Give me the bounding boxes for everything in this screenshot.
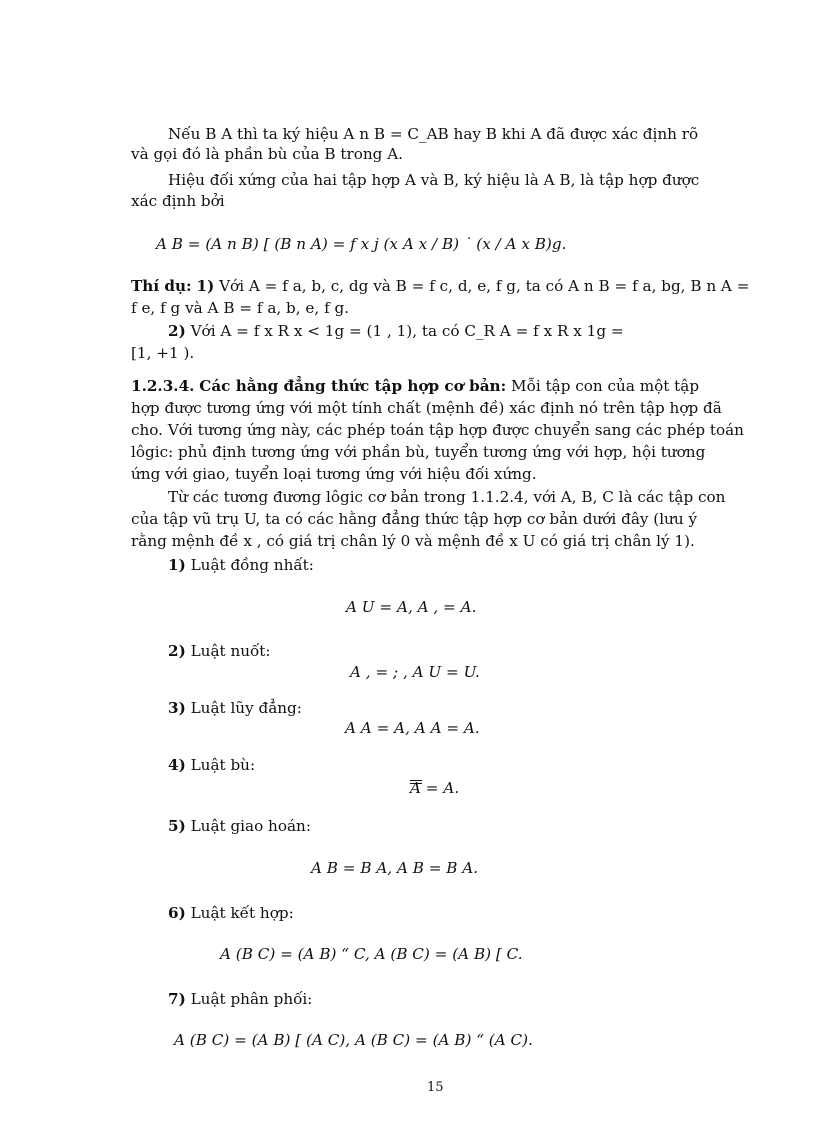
text-line: lôgic: phủ định tương ứng với phần bù, tuyển tương ứng với hợp, hội tương — [131, 443, 706, 461]
law-1-heading — [168, 555, 314, 575]
law-number: 3) — [168, 699, 186, 717]
example-1-line — [131, 276, 749, 296]
text-line: của tập vũ trụ U, ta có các hằng đẳng thức tập hợp cơ bản dưới đây (lưu ý — [131, 510, 698, 528]
law-name: Luật bù: — [190, 756, 256, 774]
law-3-formula: A A = A, A A = A. — [345, 719, 480, 737]
example-text: Với A = f x R x < 1g = (1 , 1), ta có C_R A = f x R x 1g = — [190, 322, 624, 340]
law-7-formula: A (B C) = (A B) [ (A C), A (B C) = (A B) “ (A C). — [174, 1031, 533, 1049]
law-4-formula — [410, 778, 459, 798]
law-6-formula: A (B C) = (A B) “ C, A (B C) = (A B) [ C. — [220, 945, 523, 963]
law-2-formula: A , = ; , A U = U. — [350, 663, 480, 681]
text-line: [1, +1 ). — [131, 344, 195, 362]
law-5-heading — [168, 816, 311, 836]
section-heading-line — [131, 376, 699, 396]
law-6-heading — [168, 903, 294, 923]
double-complement: A = A. — [410, 779, 460, 797]
text-line: Từ các tương đương lôgic cơ bản trong 1.1.2.4, với A, B, C là các tập con — [168, 488, 726, 506]
law-number: 2) — [168, 642, 186, 660]
section-number: 1.2.3.4. — [131, 377, 195, 395]
law-4-heading — [168, 755, 255, 775]
law-name: Luật đồng nhất: — [190, 556, 314, 574]
law-1-formula: A U = A, A , = A. — [346, 598, 477, 616]
symmetric-difference-formula: A B = (A n B) [ (B n A) = f x j (x A x / B) ˙ (x / A x B)g. — [156, 235, 567, 253]
text-line: rằng mệnh đề x , có giá trị chân lý 0 và mệnh đề x U có giá trị chân lý 1). — [131, 532, 695, 550]
law-name: Luật kết hợp: — [190, 904, 294, 922]
example-2-line — [168, 321, 624, 341]
example-number: 2) — [168, 322, 186, 340]
text-line: xác định bởi — [131, 192, 225, 210]
overline — [410, 783, 422, 784]
text-line: hợp được tương ứng với một tính chất (mệnh đề) xác định nó trên tập hợp đã — [131, 399, 722, 417]
law-7-heading — [168, 989, 312, 1009]
text-line: cho. Với tương ứng này, các phép toán tập hợp được chuyển sang các phép toán — [131, 421, 744, 439]
example-text: Với A = f a, b, c, dg và B = f c, d, e, f g, ta có A n B = f a, bg, B n A = — [219, 277, 750, 295]
law-2-heading — [168, 641, 271, 661]
law-number: 6) — [168, 904, 186, 922]
law-name: Luật giao hoán: — [190, 817, 311, 835]
law-name: Luật phân phối: — [190, 990, 313, 1008]
law-number: 1) — [168, 556, 186, 574]
example-number: 1) — [196, 277, 215, 295]
law-5-formula: A B = B A, A B = B A. — [311, 859, 479, 877]
text-line: Nếu B A thì ta ký hiệu A n B = C_AB hay B khi A đã được xác định rõ — [168, 125, 699, 143]
example-label: Thí dụ: — [131, 277, 192, 295]
text-line: Hiệu đối xứng của hai tập hợp A và B, ký hiệu là A B, là tập hợp được — [168, 171, 700, 189]
text-line: và gọi đó là phần bù của B trong A. — [131, 145, 403, 163]
law-number: 7) — [168, 990, 186, 1008]
text-line: f e, f g và A B = f a, b, e, f g. — [131, 299, 350, 317]
text-line: ứng với giao, tuyển loại tương ứng với hiệu đối xứng. — [131, 465, 537, 483]
page-number: 15 — [427, 1080, 444, 1095]
section-text: Mỗi tập con của một tập — [511, 377, 700, 395]
law-number: 4) — [168, 756, 186, 774]
law-3-heading — [168, 698, 302, 718]
law-name: Luật lũy đẳng: — [190, 699, 302, 717]
law-name: Luật nuốt: — [190, 642, 271, 660]
section-title: Các hằng đẳng thức tập hợp cơ bản: — [199, 377, 507, 395]
overline — [410, 780, 422, 781]
law-number: 5) — [168, 817, 186, 835]
